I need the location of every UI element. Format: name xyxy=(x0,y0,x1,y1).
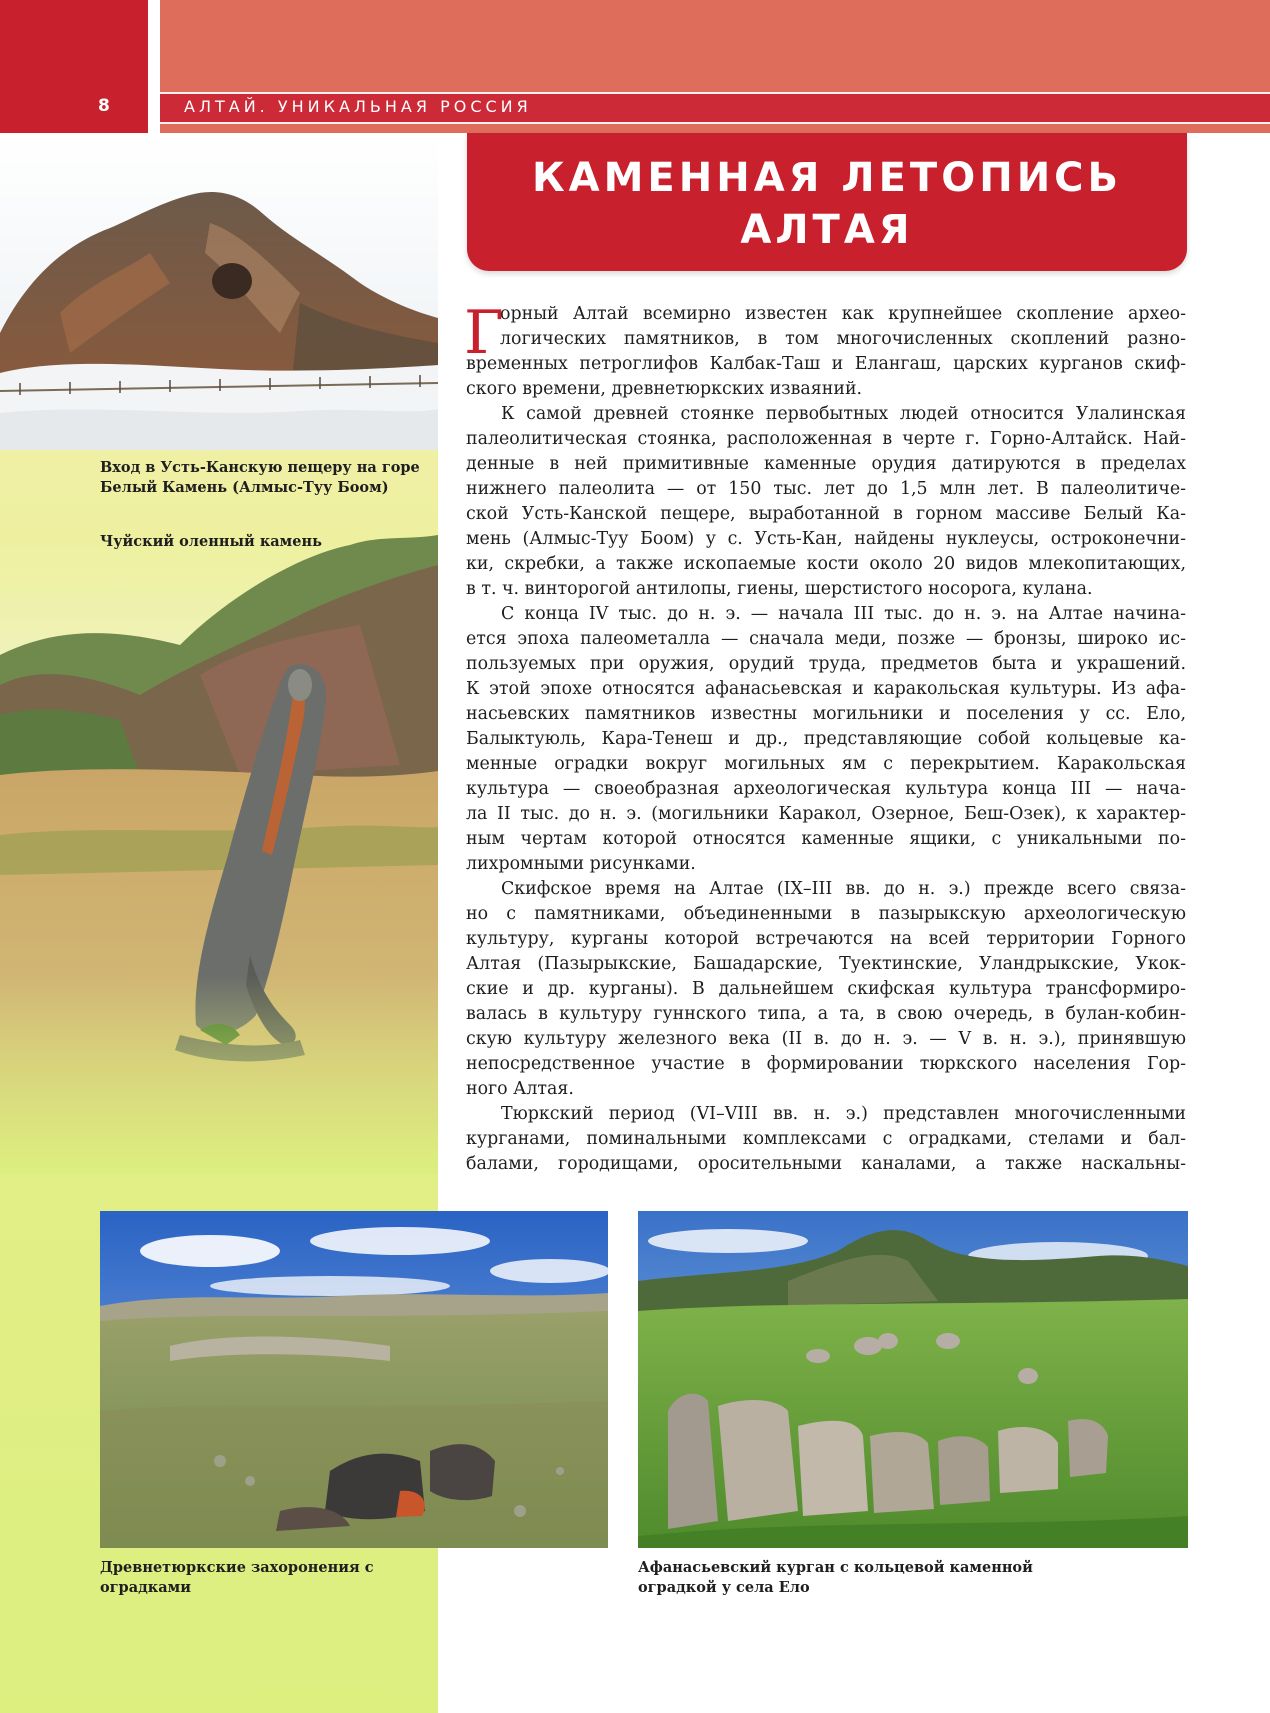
header-divider xyxy=(148,0,160,133)
caption-afanasievo-kurgan: Афанасьевский курган с кольцевой каменной оградкой у села Ело xyxy=(638,1559,1033,1596)
article-line: ется эпоха палеометалла — сначала меди, позже — бронзы, широко ис- xyxy=(466,629,1186,649)
article-line: насьевских памятников известны могильники и поселения у сс. Ело, xyxy=(466,704,1186,724)
article-line: менные оградки вокруг могильных ям с перекрытием. Каракольская xyxy=(466,754,1186,774)
caption-cave: Вход в Усть-Канскую пещеру на горе Белый Камень (Алмыс-Туу Боом) xyxy=(100,459,420,496)
article-line: логических памятников, в том многочисленных скоплений разно- xyxy=(500,329,1186,349)
photo-deer-stone xyxy=(0,535,438,1175)
photo-turkic-burials xyxy=(100,1211,608,1548)
article-line: нижнего палеолита — от 150 тыс. лет до 1,5 млн лет. В палеолитиче- xyxy=(466,479,1186,499)
article-line: ского времени, древнетюркских изваяний. xyxy=(466,379,863,399)
page-number: 8 xyxy=(98,96,110,116)
header-red-block xyxy=(0,0,148,133)
header-band-rule-bottom xyxy=(160,122,1270,124)
article-line: ным чертам которой относятся каменные ящики, с уникальными по- xyxy=(466,829,1186,849)
page-title-line-2: АЛТАЯ xyxy=(740,207,914,253)
caption-deer-stone: Чуйский оленный камень xyxy=(100,533,322,550)
article-line: ла II тыс. до н. э. (могильники Каракол, Озерное, Беш-Озек), к характер- xyxy=(466,804,1186,824)
drop-cap: Г xyxy=(464,298,504,368)
article-line: непосредственное участие в формировании тюркского населения Гор- xyxy=(466,1054,1186,1074)
article-line: лихромными рисунками. xyxy=(466,854,696,874)
article-line: орный Алтай всемирно известен как крупнейшее скопление архео- xyxy=(500,304,1186,324)
article-line: валась в культуру гуннского типа, а та, в свою очередь, в булан-кобин- xyxy=(466,1004,1186,1024)
page-title-line-1: КАМЕННАЯ ЛЕТОПИСЬ xyxy=(531,155,1123,201)
article-line: скую культуру железного века (II в. до н. э. — V в. н. э.), принявшую xyxy=(466,1029,1186,1049)
article-body xyxy=(464,298,1186,1177)
photo-cave-mountain xyxy=(0,133,438,450)
article-line: Тюркский период (VI–VIII вв. н. э.) представлен многочисленными xyxy=(501,1104,1186,1124)
article-line: К самой древней стоянке первобытных людей относится Улалинская xyxy=(501,404,1186,424)
article-line: С конца IV тыс. до н. э. — начала III тыс. до н. э. на Алтае начина- xyxy=(501,604,1186,624)
article-line: К этой эпохе относятся афанасьевская и каракольская культуры. Из афа- xyxy=(466,679,1186,699)
article-line: Скифское время на Алтае (IX–III вв. до н. э.) прежде всего связа- xyxy=(501,879,1186,899)
article-line: культуру, курганы которой встречаются на всей территории Горного xyxy=(466,929,1186,949)
article-line: балами, городищами, оросительными каналами, а также наскальны- xyxy=(466,1154,1186,1174)
article-line: палеолитическая стоянка, расположенная в черте г. Горно-Алтайск. Най- xyxy=(466,429,1186,449)
article-line: но с памятниками, объединенными в пазырыкскую археологическую xyxy=(466,904,1186,924)
article-line: ские и др. курганы). В дальнейшем скифская культура трансформиро- xyxy=(466,979,1186,999)
photo-afanasievo-kurgan xyxy=(638,1211,1188,1548)
article-line: культура — своеобразная археологическая культура конца III — нача- xyxy=(466,779,1186,799)
title-banner xyxy=(467,133,1187,271)
caption-turkic-burials: Древнетюркские захоронения с оградками xyxy=(100,1559,374,1596)
article-line: в т. ч. винторогой антилопы, гиены, шерстистого носорога, кулана. xyxy=(466,579,1093,599)
article-line: мень (Алмыс-Туу Боом) у с. Усть-Кан, найдены нуклеусы, остроконечни- xyxy=(466,529,1186,549)
article-line: ного Алтая. xyxy=(466,1079,574,1099)
article-line: временных петроглифов Калбак-Таш и Елангаш, царских курганов скиф- xyxy=(466,354,1186,374)
article-line: курганами, поминальными комплексами с оградками, стелами и бал- xyxy=(466,1129,1186,1149)
article-line: ской Усть-Канской пещере, выработанной в горном массиве Белый Ка- xyxy=(466,504,1186,524)
article-line: Балыктуюль, Кара-Тенеш и др., представляющие собой кольцевые ка- xyxy=(466,729,1186,749)
header-band-rule-top xyxy=(160,92,1270,94)
article-line: ки, скребки, а также ископаемые кости около 20 видов млекопитающих, xyxy=(466,554,1186,574)
running-title: АЛТАЙ. УНИКАЛЬНАЯ РОССИЯ xyxy=(184,97,532,116)
article-line: Алтая (Пазырыкские, Башадарские, Туектинские, Уландрыкские, Укок- xyxy=(466,954,1186,974)
article-line: пользуемых при оружия, орудий труда, предметов быта и украшений. xyxy=(466,654,1186,674)
article-line: денные в ней примитивные каменные орудия датируются в пределах xyxy=(466,454,1186,474)
